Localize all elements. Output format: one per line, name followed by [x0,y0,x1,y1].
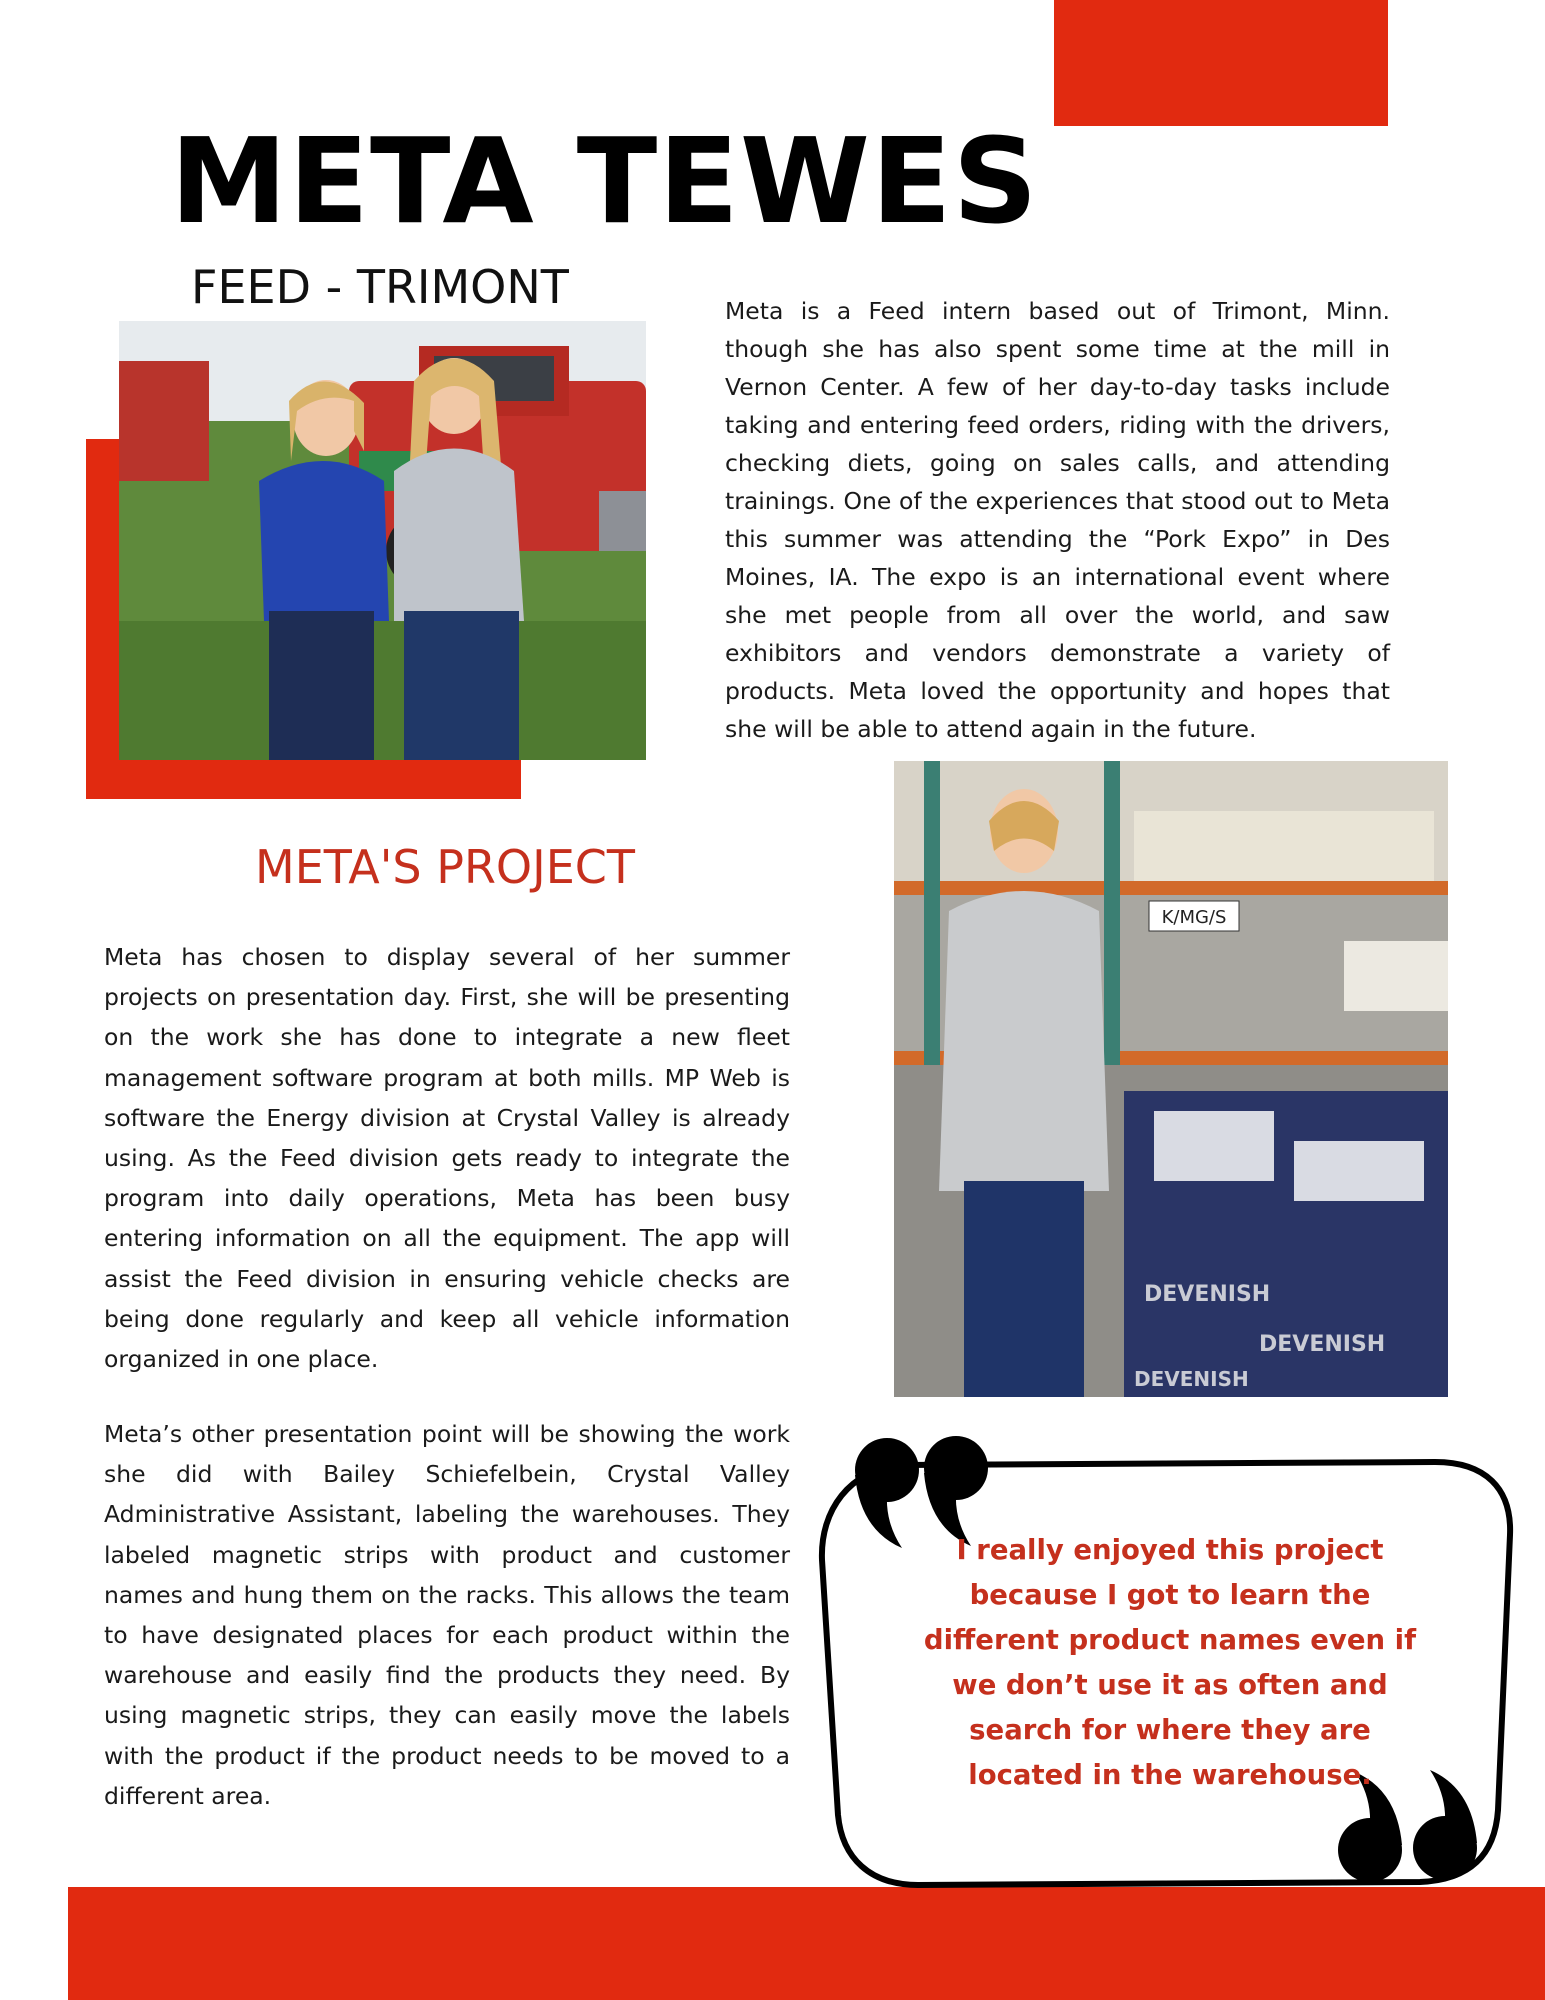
bag-brand-label-1: DEVENISH [1144,1282,1271,1307]
interns-truck-photo [119,321,646,760]
project-heading: META'S PROJECT [255,840,635,894]
pull-quote: I really enjoyed this project because I got to learn the different product names even if we don’t use it as often and search for where they are located in the warehouse. [923,1534,1417,1791]
shelf-tag-label: K/MG/S [1161,907,1227,928]
page-title: META TEWES [170,112,1039,250]
warehouse-photo [894,761,1448,1397]
bag-brand-label-2: DEVENISH [1259,1332,1386,1357]
bio-paragraph: Meta is a Feed intern based out of Trimont, Minn. though she has also spent some time at the mill in Vernon Center. A few of her day-to-day tasks include taking and entering feed orders, riding with the drivers, checking diets, going on sales calls, and attending trainings. One of the experiences that stood out to Meta this summer was attending the “Pork Expo” in Des Moines, IA. The expo is an international event where she met people from all over the world, and saw exhibitors and vendors demonstrate a variety of products. Meta loved the opportunity and hopes that she will be able to attend again in the future. [725,297,1390,743]
top-accent-bar [1054,0,1388,126]
project-paragraph-1: Meta has chosen to display several of her summer projects on presentation day. First, she will be presenting on the work she has done to integrate a new fleet management software program at both mills. MP Web is software the Energy division at Crystal Valley is already using. As the Feed division gets ready to integrate the program into daily operations, Meta has been busy entering information on all the equipment. The app will assist the Feed division in ensuring vehicle checks are being done regularly and keep all vehicle information organized in one place. [104,943,790,1374]
bottom-accent-bar [68,1887,1545,2000]
bag-brand-label-3: DEVENISH [1134,1367,1249,1391]
project-paragraph-2: Meta’s other presentation point will be showing the work she did with Bailey Schiefelbein, Crystal Valley Administrative Assistant, labeling the warehouses. They labeled magnetic strips with product and customer names and hung them on the racks. This allows the team to have designated places for each product within the warehouse and easily find the products they need. By using magnetic strips, they can easily move the labels with the product if the product needs to be moved to a different area. [104,1420,790,1810]
page-subtitle: FEED - TRIMONT [191,260,569,314]
